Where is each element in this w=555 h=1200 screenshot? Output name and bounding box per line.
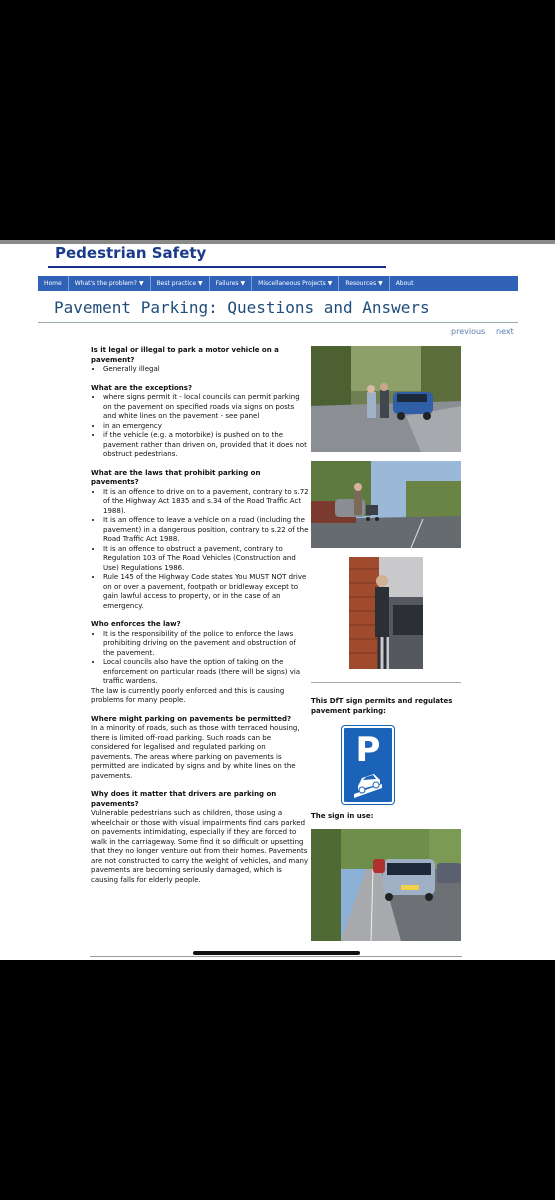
question-why-matter: Why does it matter that drivers are parking on pavements? bbox=[91, 790, 277, 808]
previous-link[interactable]: previous bbox=[451, 327, 486, 336]
enforcement-note: The law is currently poorly enforced and this is causing problems for many people. bbox=[91, 686, 285, 704]
photo-man-beside-car bbox=[349, 557, 423, 669]
sign-in-use-caption: The sign in use: bbox=[311, 812, 374, 820]
caret-down-icon: ▼ bbox=[138, 280, 144, 287]
list-item: • It is an offence to obstruct a pavement, contrary to Regulation 103 of The Road Vehicles (Construction and Use) Regulations 1986. bbox=[103, 545, 309, 574]
answer-laws-list bbox=[91, 488, 309, 612]
car-on-kerb-icon bbox=[352, 770, 384, 798]
page-title: Pavement Parking: Questions and Answers bbox=[54, 298, 430, 317]
question-enforcement: Who enforces the law? bbox=[91, 620, 181, 628]
question-legal: Is it legal or illegal to park a motor vehicle on a pavement? bbox=[91, 346, 279, 364]
sign-letter: P bbox=[355, 730, 381, 770]
caret-down-icon: ▼ bbox=[198, 280, 203, 287]
answer-why-matter: Vulnerable pedestrians such as children, those using a wheelchair or those with visual impairments find cars parked on pavements intimidating, especially if they are forced to walk in the carriageway. Some find it so difficult or upsetting that they no longer venture out from their homes. Pavements are not constructed to carry the weight of vehicles, and many pavements are becoming seriously damaged, which is causing falls for elderly people. bbox=[91, 809, 309, 884]
pavement-parking-sign-icon bbox=[342, 726, 394, 804]
list-item: • Generally illegal bbox=[103, 365, 309, 375]
main-nav bbox=[38, 276, 518, 291]
nav-item-failures[interactable]: Failures ▼ bbox=[210, 276, 253, 291]
list-item: • if the vehicle (e.g. a motorbike) is pushed on to the pavement rather than driven on, provided that it does not obstruct pedestrians. bbox=[103, 431, 309, 460]
nav-item-about[interactable]: About bbox=[395, 280, 414, 287]
nav-item-miscellaneous-projects[interactable]: Miscellaneous Projects ▼ bbox=[252, 276, 339, 291]
caret-down-icon: ▼ bbox=[378, 280, 383, 287]
list-item: • Rule 145 of the Highway Code states You MUST NOT drive on or over a pavement, footpath or bridleway except to gain lawful access to property, or in the case of an emergency. bbox=[103, 573, 309, 611]
answer-legal-list bbox=[91, 365, 309, 375]
list-item: • It is an offence to drive on to a pavement, contrary to s.72 of the Highway Act 1835 and s.34 of the Road Traffic Act 1988). bbox=[103, 488, 309, 517]
nav-item-home[interactable]: Home bbox=[38, 276, 69, 291]
list-item: • Local councils also have the option of taking on the enforcement on particular roads (there will be signs) via traffic wardens. bbox=[103, 658, 309, 687]
list-item: • in an emergency bbox=[103, 422, 309, 432]
sidebar-divider bbox=[311, 682, 461, 683]
next-link[interactable]: next bbox=[496, 327, 514, 336]
question-laws: What are the laws that prohibit parking on pavements? bbox=[91, 468, 261, 486]
caret-down-icon: ▼ bbox=[327, 280, 333, 287]
sign-caption: This DfT sign permits and regulates pavement parking: bbox=[311, 697, 453, 715]
title-underline bbox=[48, 266, 386, 268]
nav-item-whats-the-problem[interactable]: What's the problem? ▼ bbox=[69, 276, 151, 291]
heading-divider bbox=[38, 322, 518, 323]
answer-exceptions-list bbox=[91, 393, 309, 460]
site-title[interactable]: Pedestrian Safety bbox=[55, 244, 207, 262]
home-indicator[interactable] bbox=[193, 951, 360, 955]
footer-divider bbox=[90, 956, 462, 957]
nav-item-resources[interactable]: Resources ▼ bbox=[339, 276, 389, 291]
photo-pedestrians-parked-car bbox=[311, 346, 461, 452]
answer-enforcement-list bbox=[91, 630, 309, 687]
answer-permitted: In a minority of roads, such as those with terraced housing, there is limited off-road parking. Such roads can be considered for legalised and regulated parking on pavements. The areas where parking on pavements is permitted are indicated by signs and by white lines on the pavements. bbox=[91, 724, 300, 780]
list-item: • It is an offence to leave a vehicle on a road (including the pavement) in a dangerous position, contrary to s.22 of the Road Traffic Act 1988. bbox=[103, 516, 309, 545]
photo-pushchair-on-road bbox=[311, 461, 461, 548]
nav-item-best-practice[interactable]: Best practice ▼ bbox=[151, 276, 210, 291]
caret-down-icon: ▼ bbox=[240, 280, 246, 287]
list-item: • It is the responsibility of the police to enforce the laws prohibiting driving on the pavement and obstruction of the pavement. bbox=[103, 630, 309, 659]
browser-page bbox=[0, 240, 555, 960]
question-exceptions: What are the exceptions? bbox=[91, 383, 193, 392]
photo-street-pavement-parking bbox=[311, 829, 461, 941]
list-item: • where signs permit it - local councils can permit parking on the pavement on specified roads via signs on posts and white lines on the pavement - see panel bbox=[103, 393, 309, 422]
qa-content bbox=[91, 346, 309, 885]
question-permitted: Where might parking on pavements be permitted? bbox=[91, 714, 292, 723]
